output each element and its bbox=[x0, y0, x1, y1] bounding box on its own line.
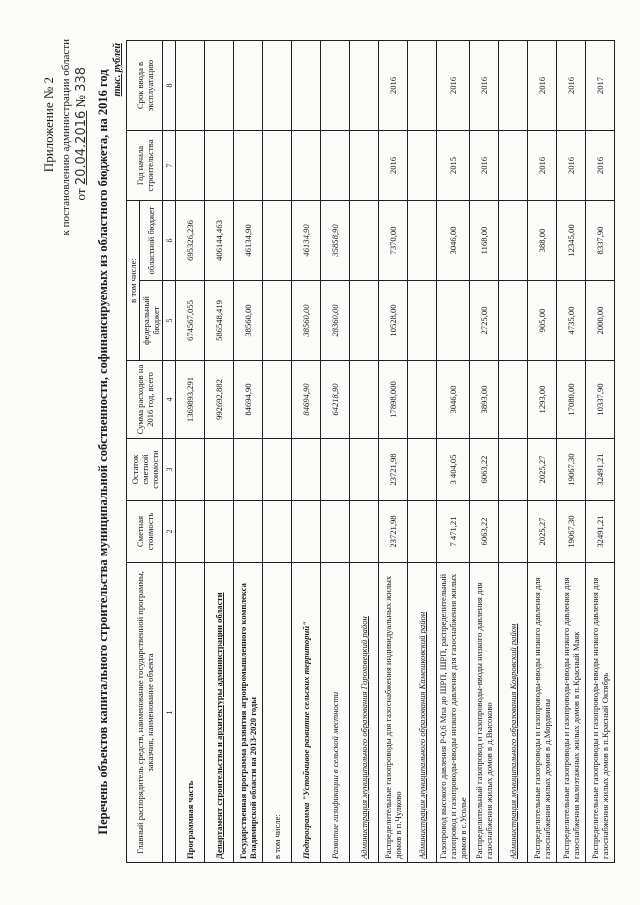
column-index-cell: 4 bbox=[163, 361, 176, 439]
header-regional: областной бюджет bbox=[140, 200, 163, 280]
cell-start: 2016 bbox=[557, 130, 586, 200]
cell-estimate: 19067,30 bbox=[557, 501, 586, 563]
cell-federal bbox=[499, 281, 528, 361]
cell-estimate bbox=[263, 501, 292, 563]
cell-end: 2016 bbox=[437, 40, 470, 130]
cell-regional: 7370,00 bbox=[379, 200, 408, 280]
cell-total bbox=[499, 361, 528, 439]
cell-regional: 46134,90 bbox=[234, 200, 263, 280]
cell-estimate bbox=[176, 501, 205, 563]
cell-remaining: 2025,27 bbox=[528, 439, 557, 501]
decree-date-line bbox=[74, 67, 88, 200]
cell-regional: 8337,90 bbox=[586, 200, 615, 280]
cell-total: 84694,90 bbox=[292, 361, 321, 439]
cell-remaining: 32491,21 bbox=[586, 439, 615, 501]
cell-regional: 3046,00 bbox=[437, 200, 470, 280]
decree-prefix: от bbox=[73, 188, 88, 201]
cell-federal: 38560,00 bbox=[234, 281, 263, 361]
header-total: Сумма расходов на 2016 год, всего bbox=[127, 361, 163, 439]
cell-estimate: 7 471,21 bbox=[437, 501, 470, 563]
table-row bbox=[350, 40, 379, 862]
cell-remaining bbox=[234, 439, 263, 501]
rotated-sheet bbox=[40, 37, 610, 867]
cell-estimate bbox=[499, 501, 528, 563]
cell-start bbox=[176, 130, 205, 200]
column-index-cell: 6 bbox=[163, 200, 176, 280]
cell-estimate: 6063,22 bbox=[470, 501, 499, 563]
cell-remaining bbox=[350, 439, 379, 501]
cell-total: 10337,90 bbox=[586, 361, 615, 439]
cell-name: Распределительные газопроводы и газопроводы-вводы низкого давления для газоснабжения жилых домов в д.Мордвины bbox=[528, 563, 557, 863]
cell-total: 17080,00 bbox=[557, 361, 586, 439]
units-label: тыс. рублей bbox=[112, 43, 123, 97]
cell-regional bbox=[350, 200, 379, 280]
cell-start bbox=[321, 130, 350, 200]
cell-end bbox=[321, 40, 350, 130]
table-row bbox=[470, 40, 499, 862]
cell-federal: 10528,00 bbox=[379, 281, 408, 361]
cell-end: 2016 bbox=[528, 40, 557, 130]
header-incl: в том числе: bbox=[127, 200, 140, 360]
cell-estimate: 23721,98 bbox=[379, 501, 408, 563]
cell-remaining: 23721,98 bbox=[379, 439, 408, 501]
header-remaining: Остаток сметной стоимости bbox=[127, 439, 163, 501]
column-index-cell: 8 bbox=[163, 40, 176, 130]
cell-estimate bbox=[321, 501, 350, 563]
cell-federal: 28360,00 bbox=[321, 281, 350, 361]
column-index-cell: 2 bbox=[163, 501, 176, 563]
cell-total: 992692,882 bbox=[205, 361, 234, 439]
cell-federal: 2725,00 bbox=[470, 281, 499, 361]
table-row bbox=[292, 40, 321, 862]
cell-name: Администрация муниципального образования Гороховецкий район bbox=[350, 563, 379, 863]
document-title: Перечень объектов капитального строительства муниципальной собственности, софинансируемых из областного бюджета, на 2016 год bbox=[96, 69, 110, 835]
cell-remaining bbox=[292, 439, 321, 501]
table-row bbox=[586, 40, 615, 862]
cell-remaining bbox=[176, 439, 205, 501]
cell-name: Программная часть bbox=[176, 563, 205, 863]
column-index-row bbox=[163, 40, 176, 862]
cell-remaining: 3 404,05 bbox=[437, 439, 470, 501]
cell-end bbox=[499, 40, 528, 130]
cell-end: 2016 bbox=[379, 40, 408, 130]
cell-total bbox=[350, 361, 379, 439]
cell-estimate bbox=[408, 501, 437, 563]
cell-end: 2016 bbox=[557, 40, 586, 130]
cell-regional bbox=[263, 200, 292, 280]
header-name: Главный распорядитель средств, наименование государственной программы, заказчик, наименование объекта bbox=[127, 563, 163, 863]
cell-remaining: 19067,30 bbox=[557, 439, 586, 501]
cell-federal: 674567,055 bbox=[176, 281, 205, 361]
cell-name: Газопровод высокого давления Р-0,6 Мпа до ШРП, ШРП, распределительный газопровод и газопроводы-вводы низкого давления для газоснабжения жилых домов в с.Усолье bbox=[437, 563, 470, 863]
cell-total: 1369893,291 bbox=[176, 361, 205, 439]
cell-regional: 46134,90 bbox=[292, 200, 321, 280]
column-index-cell: 1 bbox=[163, 563, 176, 863]
cell-federal: 2000,00 bbox=[586, 281, 615, 361]
cell-federal: 38560,00 bbox=[292, 281, 321, 361]
table-row bbox=[321, 40, 350, 862]
cell-start bbox=[408, 130, 437, 200]
cell-end bbox=[263, 40, 292, 130]
cell-regional: 406144,463 bbox=[205, 200, 234, 280]
cell-federal: 4735,00 bbox=[557, 281, 586, 361]
appendix-label: Приложение № 2 bbox=[41, 77, 56, 173]
cell-regional: 388,00 bbox=[528, 200, 557, 280]
cell-start bbox=[350, 130, 379, 200]
cell-regional: 12345,00 bbox=[557, 200, 586, 280]
cell-regional: 1168,00 bbox=[470, 200, 499, 280]
cell-total bbox=[263, 361, 292, 439]
cell-remaining bbox=[263, 439, 292, 501]
cell-total: 84694,90 bbox=[234, 361, 263, 439]
cell-remaining bbox=[499, 439, 528, 501]
cell-federal: 586548,419 bbox=[205, 281, 234, 361]
cell-name: Распределительные газопроводы и газопроводы-вводы низкого давления для газоснабжения жилых домов в п.Красный Октябрь bbox=[586, 563, 615, 863]
decree-number-prefix: № bbox=[73, 95, 88, 108]
cell-remaining bbox=[408, 439, 437, 501]
table-row bbox=[205, 40, 234, 862]
cell-start: 2016 bbox=[528, 130, 557, 200]
cell-start bbox=[499, 130, 528, 200]
cell-name: Распределительный газопровод и газопроводы-вводы низкого давления для газоснабжения жилых домов в д.Высоково bbox=[470, 563, 499, 863]
cell-name: Администрация муниципального образования Камешковский район bbox=[408, 563, 437, 863]
cell-name: Распределительные газопроводы и газопроводы-вводы низкого давления для газоснабжения малоэтажных жилых домов в п.Красный Маяк bbox=[557, 563, 586, 863]
cell-end bbox=[292, 40, 321, 130]
cell-start: 2016 bbox=[470, 130, 499, 200]
cell-start bbox=[292, 130, 321, 200]
cell-start bbox=[205, 130, 234, 200]
objects-table bbox=[126, 40, 615, 863]
decree-number: 338 bbox=[74, 67, 89, 92]
column-index-cell: 3 bbox=[163, 439, 176, 501]
table-row bbox=[557, 40, 586, 862]
table-row bbox=[437, 40, 470, 862]
cell-name: Департамент строительства и архитектуры администрации области bbox=[205, 563, 234, 863]
table-row bbox=[528, 40, 557, 862]
cell-estimate: 2025,27 bbox=[528, 501, 557, 563]
cell-end bbox=[176, 40, 205, 130]
cell-start: 2016 bbox=[379, 130, 408, 200]
cell-end bbox=[408, 40, 437, 130]
cell-estimate: 32491,21 bbox=[586, 501, 615, 563]
decree-date: 20.04.2016 bbox=[74, 110, 89, 186]
cell-name: Распределительные газопроводы для газоснабжения индивидуальных жилых домов в п.Чулково bbox=[379, 563, 408, 863]
cell-total bbox=[408, 361, 437, 439]
cell-total: 3893,00 bbox=[470, 361, 499, 439]
cell-regional: 35858,90 bbox=[321, 200, 350, 280]
cell-federal bbox=[408, 281, 437, 361]
cell-estimate bbox=[205, 501, 234, 563]
table-body bbox=[176, 40, 615, 862]
table-row bbox=[499, 40, 528, 862]
table-row bbox=[263, 40, 292, 862]
cell-federal: 905,00 bbox=[528, 281, 557, 361]
cell-end bbox=[350, 40, 379, 130]
cell-end: 2016 bbox=[470, 40, 499, 130]
column-index-cell: 7 bbox=[163, 130, 176, 200]
cell-regional bbox=[408, 200, 437, 280]
cell-start bbox=[234, 130, 263, 200]
cell-name: в том числе: bbox=[263, 563, 292, 863]
cell-federal bbox=[263, 281, 292, 361]
cell-total: 64218,90 bbox=[321, 361, 350, 439]
table-row bbox=[379, 40, 408, 862]
cell-end bbox=[234, 40, 263, 130]
table-row bbox=[176, 40, 205, 862]
cell-total: 3046,00 bbox=[437, 361, 470, 439]
cell-federal bbox=[437, 281, 470, 361]
table-row bbox=[234, 40, 263, 862]
cell-start bbox=[263, 130, 292, 200]
header-federal: федеральный бюджет bbox=[140, 281, 163, 361]
cell-remaining bbox=[321, 439, 350, 501]
cell-remaining: 6063,22 bbox=[470, 439, 499, 501]
cell-start: 2015 bbox=[437, 130, 470, 200]
cell-estimate bbox=[292, 501, 321, 563]
table-row bbox=[408, 40, 437, 862]
cell-federal bbox=[350, 281, 379, 361]
cell-estimate bbox=[234, 501, 263, 563]
column-index-cell: 5 bbox=[163, 281, 176, 361]
cell-regional: 695326,236 bbox=[176, 200, 205, 280]
decree-line: к постановлению администрации области bbox=[60, 39, 72, 236]
cell-regional bbox=[499, 200, 528, 280]
cell-end: 2017 bbox=[586, 40, 615, 130]
header-estimate: Сметная стоимость bbox=[127, 501, 163, 563]
cell-estimate bbox=[350, 501, 379, 563]
cell-name: Государственная программа развития агропромышленного комплекса Владимирской области на 2013-2020 годы bbox=[234, 563, 263, 863]
cell-name: Подпрограмма "Устойчивое развитие сельских территорий" bbox=[292, 563, 321, 863]
cell-start: 2016 bbox=[586, 130, 615, 200]
cell-total: 1293,00 bbox=[528, 361, 557, 439]
cell-remaining bbox=[205, 439, 234, 501]
header-start: Год начала строительства bbox=[127, 130, 163, 200]
cell-end bbox=[205, 40, 234, 130]
cell-name: Администрация муниципального образования Ковровский район bbox=[499, 563, 528, 863]
cell-name: Развитие газификации в сельской местности bbox=[321, 563, 350, 863]
cell-total: 17898,000 bbox=[379, 361, 408, 439]
header-end: Срок ввода в эксплуатацию bbox=[127, 40, 163, 130]
